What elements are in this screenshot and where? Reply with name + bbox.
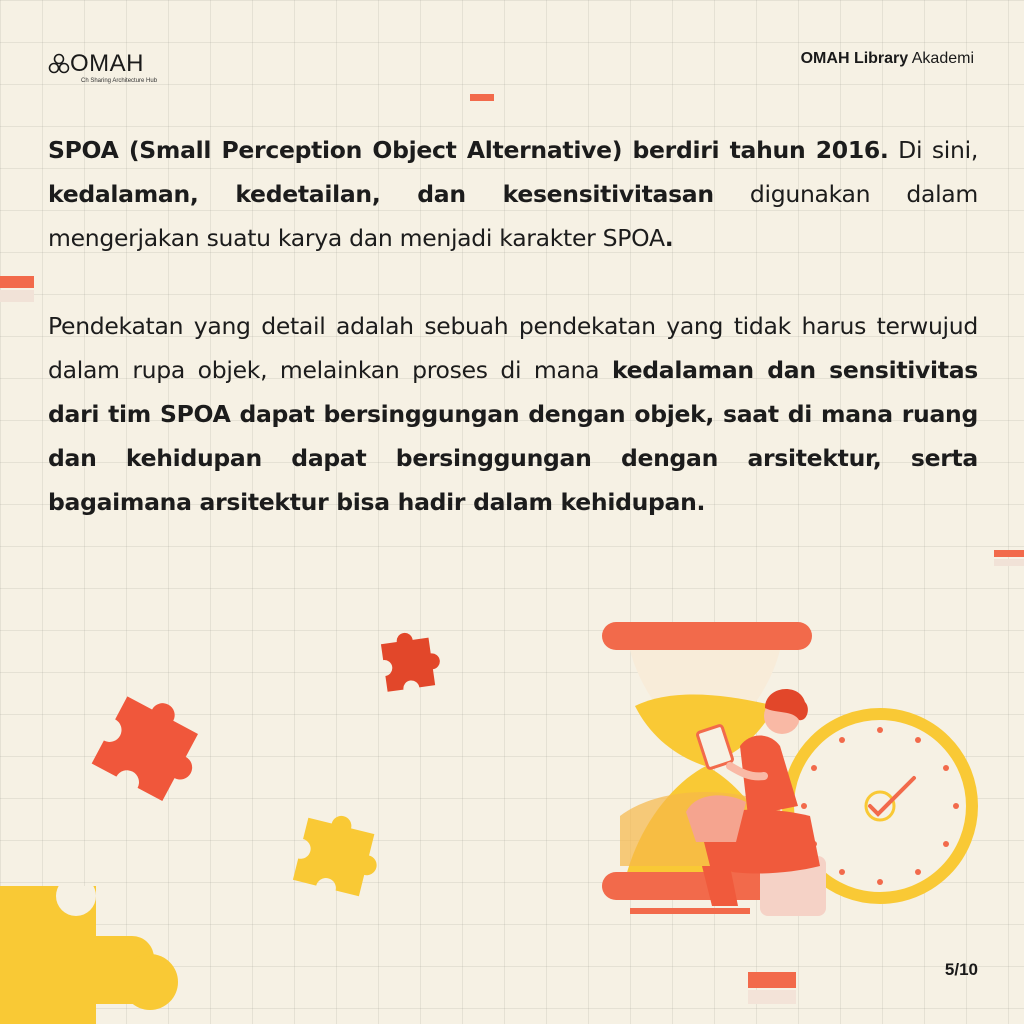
deco-bar-left: [0, 276, 34, 288]
paragraph-intro: [48, 128, 978, 260]
hourglass-illustration: [590, 616, 990, 926]
omah-logo: [48, 50, 188, 90]
deco-bar-right: [994, 550, 1024, 557]
approach-text-1: Pendekatan yang detail adalah sebuah pendekatan yang tidak harus terwujud dalam rupa objek, melainkan proses di mana: [48, 312, 978, 384]
brand-label: [801, 50, 974, 68]
intro-text-1: Di sini,: [888, 136, 978, 164]
puzzle-piece-icon: [88, 684, 218, 804]
puzzle-piece-icon: [378, 624, 448, 704]
deco-bar-top: [470, 94, 494, 101]
puzzle-piece-icon: [286, 806, 390, 902]
deco-bar-bottom: [748, 972, 796, 988]
deco-bar-bottom-light: [748, 990, 796, 1004]
logo-tagline: Ch Sharing Architecture Hub: [81, 78, 158, 84]
intro-text-2: digunakan dalam mengerjakan suatu karya dan menjadi karakter SPOA: [48, 180, 978, 252]
deco-bar-right-light: [994, 559, 1024, 566]
intro-bold-3: .: [664, 224, 674, 252]
intro-bold-2: kedalaman, kedetailan, dan kesensitivitasan: [48, 180, 714, 208]
brand-bold: OMAH Library: [800, 50, 909, 67]
page-indicator: 5/10: [944, 960, 978, 979]
deco-bar-left-light: [0, 290, 34, 302]
logo-text: OMAH: [70, 50, 144, 77]
paragraph-approach: [48, 304, 978, 524]
puzzle-piece-icon: [0, 886, 200, 1024]
approach-bold-1: kedalaman dan sensitivitas dari tim SPOA dapat bersinggungan dengan objek, saat di mana ruang dan kehidupan dapat bersinggungan dengan arsitektur, serta bagaimana arsitektur bisa hadir dalam kehidupan.: [48, 356, 978, 516]
omah-logo-icon: [48, 53, 70, 75]
brand-regular: Akademi: [911, 50, 974, 67]
intro-bold-1: SPOA (Small Perception Object Alternative) berdiri tahun 2016.: [48, 136, 889, 164]
